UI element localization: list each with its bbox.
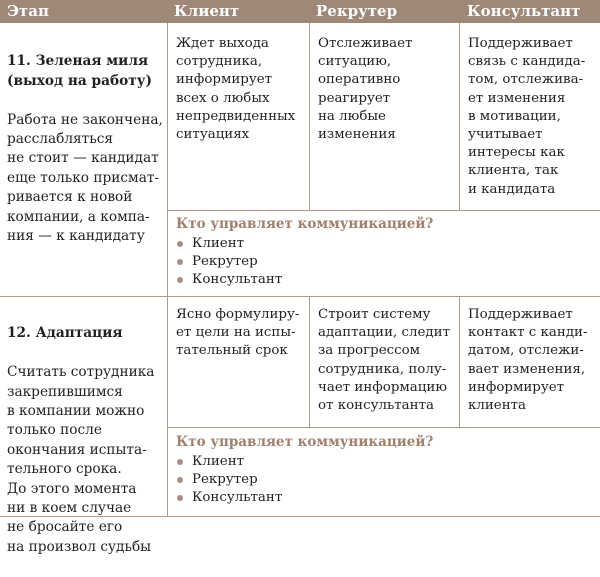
list-item: Консультант	[176, 489, 282, 507]
consultant-cell: Поддерживает контакт с канди- датом, отслежи- вает изменения, информирует клиента	[468, 307, 588, 414]
client-cell: Ждет выхода сотрудника, информирует всех о любых непредвиденных ситуациях	[176, 36, 296, 143]
list-item: Рекрутер	[176, 471, 282, 489]
row-divider	[0, 296, 600, 297]
stage-description: Считать сотрудника закрепившимся в компании можно только после окончания испыта- тельного срока. До этого момента ни в коем случае не бросайте его на произвол судьбы	[7, 364, 155, 555]
bullet-icon	[177, 477, 183, 483]
bullet-icon	[177, 459, 183, 465]
header-recruiter: Рекрутер	[316, 2, 398, 20]
who-manages-heading: Кто управляет коммуникацией?	[176, 434, 434, 450]
recruiter-cell: Отслеживает ситуацию, оперативно реагирует на любые изменения	[318, 36, 413, 143]
column-divider	[309, 23, 310, 211]
list-item: Клиент	[176, 453, 282, 471]
header-consultant: Консультант	[467, 2, 581, 20]
list-item: Рекрутер	[176, 253, 282, 271]
table-header	[0, 0, 600, 23]
stage-description: Работа не закончена, расслабляться не стоит — кандидат еще только присмат- ривается к новой компании, а компа- ния — к кандидату	[7, 111, 163, 245]
column-divider	[167, 23, 168, 517]
column-divider	[459, 23, 460, 211]
bullet-icon	[177, 277, 183, 283]
stage-title: 11. Зеленая миля (выход на работу)	[7, 53, 152, 89]
header-stage: Этап	[7, 2, 49, 20]
who-manages-list	[176, 235, 282, 289]
bullet-icon	[177, 259, 183, 265]
list-item: Консультант	[176, 271, 282, 289]
bullet-icon	[177, 241, 183, 247]
stage-cell	[7, 33, 165, 266]
row-divider	[167, 427, 600, 428]
recruiter-cell: Строит систему адаптации, следит за прогрессом сотрудника, полу- чает информацию от консультанта	[318, 307, 451, 414]
stage-title: 12. Адаптация	[7, 325, 123, 342]
bullet-icon	[177, 495, 183, 501]
column-divider	[459, 297, 460, 427]
column-divider	[309, 297, 310, 427]
client-cell: Ясно формулиру- ет цели на испы- тательный срок	[176, 307, 300, 359]
header-client: Клиент	[174, 2, 240, 20]
consultant-cell: Поддерживает связь с кандида- том, отслежива- ет изменения в мотивации, учитывает интересы как клиента, так и кандидата	[468, 36, 586, 197]
list-item: Клиент	[176, 235, 282, 253]
who-manages-heading: Кто управляет коммуникацией?	[176, 216, 434, 232]
who-manages-list	[176, 453, 282, 507]
row-divider	[167, 210, 600, 211]
stage-cell	[7, 305, 165, 577]
